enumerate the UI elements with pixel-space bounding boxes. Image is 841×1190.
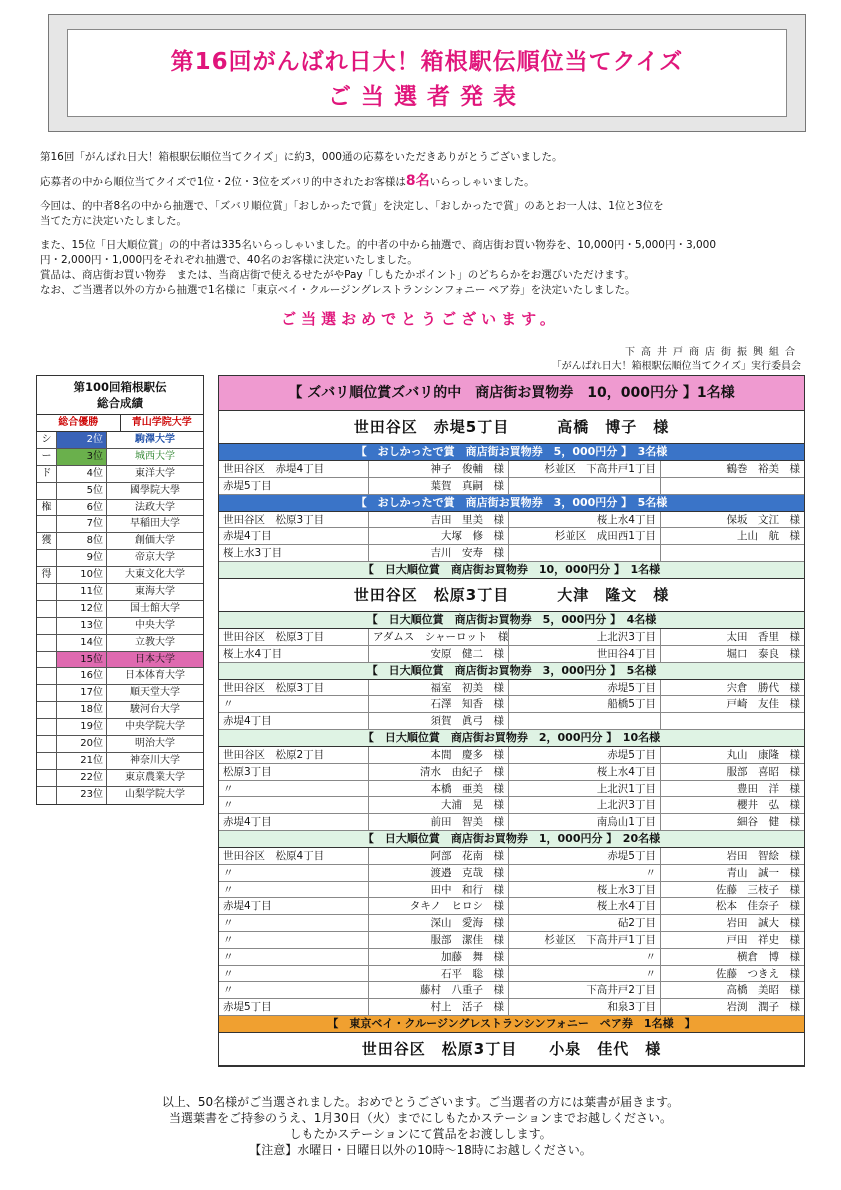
winner-address: 桜上水3丁目 — [219, 545, 369, 561]
prize-header: 【 日大順位賞 商店街お買物券 3，000円分 】 5名様 — [219, 663, 804, 680]
ranking-position: 2位 — [57, 432, 107, 448]
ranking-row — [37, 787, 203, 804]
ranking-university: 日本体育大学 — [125, 670, 185, 682]
winner-name: 安原 健二 様 — [369, 646, 509, 662]
ranking-row — [37, 466, 203, 483]
intro-p6: なお、ご当選者以外の方から抽選で1名様に「東京ベイ・クルージングレストランシンフォニー ペア券」を決定いたしました。 — [40, 284, 636, 296]
winner-row — [219, 797, 804, 814]
seed-marker — [37, 702, 57, 718]
seed-marker — [37, 685, 57, 701]
ranking-university: 東海大学 — [135, 586, 175, 598]
winner-address: 〃 — [219, 932, 369, 948]
intro-p2c: いらっしゃいました。 — [429, 176, 535, 188]
winner-row — [219, 999, 804, 1016]
ranking-row — [37, 770, 203, 787]
seed-marker — [37, 618, 57, 634]
winner-address: 世田谷4丁目 — [509, 646, 661, 662]
winner-address: 世田谷区 松原3丁目 — [219, 629, 369, 645]
ranking-champion-row — [37, 415, 203, 432]
intro-p1: 第16回「がんばれ日大！箱根駅伝順位当てクイズ」に約3，000通の応募をいただきありがとうございました。 — [40, 151, 563, 163]
ranking-university: 法政大学 — [135, 501, 175, 513]
winner-address — [509, 713, 661, 729]
footer-line2: 当選葉書をご持参のうえ、1月30日（火）までにしもたかステーションまでお越しください。 — [169, 1111, 672, 1125]
seed-marker — [37, 668, 57, 684]
footer-notice — [0, 1094, 841, 1158]
winner-address: 上北沢1丁目 — [509, 781, 661, 797]
prize-header: 【 日大順位賞 商店街お買物券 1，000円分 】 20名様 — [219, 831, 804, 848]
winner-name: 佐藤 つきえ 様 — [716, 967, 800, 980]
winner-address: 砧2丁目 — [509, 915, 661, 931]
winner-row — [219, 680, 804, 697]
ranking-row — [37, 567, 203, 584]
ranking-university: 大東文化大学 — [125, 569, 185, 581]
ranking-university: 駿河台大学 — [130, 704, 180, 716]
winner-address: 世田谷区 松原3丁目 — [219, 680, 369, 696]
ranking-position: 11位 — [57, 584, 107, 600]
ranking-row — [37, 516, 203, 533]
winner-address: 桜上水4丁目 — [509, 764, 661, 780]
ranking-university: 国士館大学 — [130, 602, 180, 614]
winner-address: 〃 — [219, 915, 369, 931]
winner-address: 〃 — [219, 882, 369, 898]
winner-name: 鶴巻 裕美 様 — [726, 463, 800, 475]
grand-winner: 世田谷区 赤堤5丁目 高橋 博子 様 — [219, 411, 804, 444]
winner-row — [219, 713, 804, 730]
seed-marker: 権 — [37, 500, 57, 516]
winner-row — [219, 949, 804, 966]
ranking-position: 18位 — [57, 702, 107, 718]
winner-row — [219, 781, 804, 798]
seed-marker: 獲 — [37, 533, 57, 549]
winner-row — [219, 865, 804, 882]
winner-address: 赤堤4丁目 — [219, 713, 369, 729]
winner-address: 赤堤5丁目 — [219, 478, 369, 494]
ranking-university: 帝京大学 — [135, 552, 175, 564]
winner-name: 藤村 八重子 様 — [369, 982, 509, 998]
ranking-university: 國學院大學 — [130, 484, 180, 496]
ranking-position: 23位 — [57, 787, 107, 804]
ranking-position: 6位 — [57, 500, 107, 516]
ranking-position: 9位 — [57, 550, 107, 566]
winner-row — [219, 528, 804, 545]
intro-p5: 賞品は、商店街お買い物券 または、当商店街で使えるせたがやPay「しもたかポイント」のどちらかをお選びいただけます。 — [40, 269, 635, 281]
winner-address: 〃 — [219, 797, 369, 813]
winner-name: 田中 和行 様 — [369, 882, 509, 898]
winner-row — [219, 478, 804, 495]
seed-marker: 得 — [37, 567, 57, 583]
ranking-university: 東京農業大学 — [125, 771, 185, 783]
ranking-row — [37, 719, 203, 736]
winner-name: 青山 誠一 様 — [726, 866, 800, 879]
ranking-row — [37, 702, 203, 719]
winner-name: アダムス シャーロット 様 — [369, 629, 509, 645]
winner-address: 〃 — [509, 949, 661, 965]
winner-address: 赤堤5丁目 — [509, 848, 661, 864]
organizer — [552, 346, 801, 374]
ranking-rows — [37, 432, 203, 804]
ranking-position: 10位 — [57, 567, 107, 583]
title-panel — [67, 29, 787, 117]
winner-address: 桜上水3丁目 — [509, 882, 661, 898]
seed-marker — [37, 652, 57, 668]
ranking-university: 駒澤大学 — [107, 432, 203, 448]
winner-name: 横倉 博 様 — [737, 950, 800, 963]
ranking-row — [37, 432, 203, 449]
winner-row — [219, 932, 804, 949]
winner-row — [219, 915, 804, 932]
winner-name: 岩渕 潤子 様 — [726, 1001, 800, 1014]
ranking-row — [37, 449, 203, 466]
winner-address: 杉並区 下高井戸1丁目 — [509, 461, 661, 477]
winner-name: 吉川 安寿 様 — [369, 545, 509, 561]
winner-name: 岩田 智絵 様 — [726, 849, 800, 862]
page-title: 第16回がんばれ日大！箱根駅伝順位当てクイズ — [170, 49, 684, 75]
winner-name: 阿部 花南 様 — [369, 848, 509, 864]
ranking-position: 5位 — [57, 483, 107, 499]
ranking-university: 中央大学 — [135, 619, 175, 631]
intro-p4b: 円・2,000円・1,000円をそれぞれ抽選で、40名のお客様に決定いたしました。 — [40, 254, 418, 266]
page-subtitle: ご当選者発表 — [328, 84, 526, 110]
ranking-university: 神奈川大学 — [130, 754, 180, 766]
winner-name: 太田 香里 様 — [726, 630, 800, 643]
winner-row — [219, 764, 804, 781]
winner-address: 〃 — [509, 865, 661, 881]
intro-p4: また、15位「日大順位賞」の的中者は335名いらっしゃいました。的中者の中から抽選で、商店街お買い物券を、10,000円・5,000円・3,000 — [40, 239, 717, 251]
winner-row — [219, 747, 804, 764]
winner-name: 服部 潔佳 様 — [369, 932, 509, 948]
intro-text — [40, 150, 810, 298]
ranking-university: 明治大学 — [135, 738, 175, 750]
winner-name: 戸崎 友佳 様 — [726, 698, 800, 711]
ranking-position: 19位 — [57, 719, 107, 735]
seed-marker — [37, 719, 57, 735]
winner-name: 戸田 祥史 様 — [726, 933, 800, 946]
prize-header: 【 ズバリ順位賞ズバリ的中 商店街お買物券 10，000円分 】1名様 — [219, 376, 804, 411]
winner-row — [219, 848, 804, 865]
winner-name: 深山 愛海 様 — [369, 915, 509, 931]
seed-marker — [37, 516, 57, 532]
winner-row — [219, 696, 804, 713]
ranking-position: 22位 — [57, 770, 107, 786]
organizer-committee: 「がんばれ日大！箱根駅伝順位当てクイズ」実行委員会 — [551, 361, 801, 372]
winner-count: 8名 — [405, 173, 430, 189]
winner-name: 本橋 亜美 様 — [369, 781, 509, 797]
prize-header: 【 日大順位賞 商店街お買物券 10，000円分 】 1名様 — [219, 562, 804, 579]
seed-marker — [37, 787, 57, 804]
champion-university: 青山学院大学 — [131, 417, 192, 428]
winner-name: 前田 智美 様 — [369, 814, 509, 830]
winner-row — [219, 461, 804, 478]
ranking-university: 中央学院大学 — [125, 721, 185, 733]
winner-address: 〃 — [219, 696, 369, 712]
winner-name: 大浦 晃 様 — [369, 797, 509, 813]
ranking-subtitle: 総合成績 — [97, 396, 143, 410]
winner-name: 高橋 美昭 様 — [726, 984, 800, 997]
seed-marker — [37, 736, 57, 752]
ranking-university: 立教大学 — [135, 636, 175, 648]
ranking-position: 3位 — [57, 449, 107, 465]
winner-name — [661, 545, 804, 561]
seed-marker: ド — [37, 466, 57, 482]
seed-marker: ー — [37, 449, 57, 465]
ranking-position: 13位 — [57, 618, 107, 634]
winner-address: 船橋5丁目 — [509, 696, 661, 712]
ranking-position: 7位 — [57, 516, 107, 532]
footer-line4: 【注意】水曜日・日曜日以外の10時～18時にお越しください。 — [249, 1143, 592, 1157]
ranking-university: 創価大学 — [135, 535, 175, 547]
ranking-row — [37, 533, 203, 550]
winner-row — [219, 898, 804, 915]
intro-p2 — [40, 174, 810, 190]
winner-name: 村上 活子 様 — [369, 999, 509, 1015]
winner-name: 須賀 眞弓 様 — [369, 713, 509, 729]
grand-winner: 世田谷区 松原3丁目 大津 隆文 様 — [219, 579, 804, 612]
winner-row — [219, 882, 804, 899]
winner-address: 杉並区 成田西1丁目 — [509, 528, 661, 544]
winner-address: 〃 — [509, 966, 661, 982]
ranking-row — [37, 635, 203, 652]
winner-address: 世田谷区 赤堤4丁目 — [219, 461, 369, 477]
winner-address: 下高井戸2丁目 — [509, 982, 661, 998]
ranking-row — [37, 584, 203, 601]
winner-name: 大塚 修 様 — [369, 528, 509, 544]
winner-row — [219, 982, 804, 999]
seed-marker — [37, 584, 57, 600]
winner-address: 上北沢3丁目 — [509, 797, 661, 813]
organizer-name: 下高井戸商店街振興組合 — [625, 347, 801, 358]
winner-row — [219, 545, 804, 562]
winner-name: 保坂 文江 様 — [726, 513, 800, 526]
winner-name: 吉田 里美 様 — [369, 512, 509, 528]
ranking-header — [37, 376, 203, 415]
winner-address: 赤堤4丁目 — [219, 528, 369, 544]
ranking-position: 17位 — [57, 685, 107, 701]
seed-marker — [37, 753, 57, 769]
winner-name: 丸山 康隆 様 — [726, 748, 800, 761]
winner-address: 〃 — [219, 966, 369, 982]
ranking-row — [37, 753, 203, 770]
winner-name: 上山 航 様 — [737, 530, 800, 543]
ranking-university: 城西大学 — [107, 449, 203, 465]
winner-address: 桜上水4丁目 — [219, 646, 369, 662]
winner-name: 本間 慶多 様 — [369, 747, 509, 763]
ranking-table — [36, 375, 204, 805]
ranking-university: 山梨学院大学 — [125, 788, 185, 800]
prize-header: 【 日大順位賞 商店街お買物券 5，000円分 】 4名様 — [219, 612, 804, 629]
title-frame — [48, 14, 806, 132]
ranking-position: 12位 — [57, 601, 107, 617]
ranking-position: 4位 — [57, 466, 107, 482]
winner-address: 南烏山1丁目 — [509, 814, 661, 830]
ranking-row — [37, 550, 203, 567]
seed-marker: シ — [37, 432, 57, 448]
ranking-row — [37, 685, 203, 702]
winner-address: 赤堤4丁目 — [219, 898, 369, 914]
winner-name: 石澤 知香 様 — [369, 696, 509, 712]
winner-address: 赤堤5丁目 — [219, 999, 369, 1015]
winner-name: 宍倉 勝代 様 — [726, 681, 800, 694]
winner-address: 〃 — [219, 781, 369, 797]
winner-name: タキノ ヒロシ 様 — [369, 898, 509, 914]
winner-name — [661, 713, 804, 729]
ranking-university: 順天堂大学 — [130, 687, 180, 699]
ranking-row — [37, 500, 203, 517]
winner-address: 桜上水4丁目 — [509, 898, 661, 914]
ranking-row — [37, 652, 203, 669]
prize-header: 【 東京ベイ・クルージングレストランシンフォニー ペア券 1名様 】 — [219, 1016, 804, 1033]
ranking-position: 20位 — [57, 736, 107, 752]
winner-name: 福室 初美 様 — [369, 680, 509, 696]
ranking-position: 21位 — [57, 753, 107, 769]
winner-name: 石平 聡 様 — [369, 966, 509, 982]
ranking-title: 第100回箱根駅伝 — [73, 380, 167, 394]
winner-name: 服部 喜昭 様 — [726, 765, 800, 778]
winner-address: 〃 — [219, 949, 369, 965]
winner-address: 赤堤5丁目 — [509, 747, 661, 763]
winner-address: 世田谷区 松原3丁目 — [219, 512, 369, 528]
ranking-row — [37, 601, 203, 618]
ranking-position: 16位 — [57, 668, 107, 684]
winner-name: 渡邉 克哉 様 — [369, 865, 509, 881]
winner-address: 上北沢3丁目 — [509, 629, 661, 645]
ranking-position: 14位 — [57, 635, 107, 651]
intro-p3b: 当てた方に決定いたしました。 — [40, 215, 187, 227]
winner-name — [661, 478, 804, 494]
seed-marker — [37, 601, 57, 617]
winner-row — [219, 629, 804, 646]
winner-address: 桜上水4丁目 — [509, 512, 661, 528]
winner-address: 世田谷区 松原2丁目 — [219, 747, 369, 763]
ranking-row — [37, 618, 203, 635]
results-table — [218, 375, 805, 1067]
prize-header: 【 おしかったで賞 商店街お買物券 5，000円分 】 3名様 — [219, 444, 804, 461]
winner-name: 佐藤 三枝子 様 — [716, 883, 800, 896]
winner-name: 岩田 誠大 様 — [726, 917, 800, 930]
winner-name: 加藤 舞 様 — [369, 949, 509, 965]
winner-name: 神子 俊輔 様 — [369, 461, 509, 477]
ranking-university: 早稲田大学 — [130, 518, 180, 530]
seed-marker — [37, 550, 57, 566]
seed-marker — [37, 635, 57, 651]
winner-address — [509, 478, 661, 494]
winner-row — [219, 966, 804, 983]
ranking-row — [37, 736, 203, 753]
winner-address: 赤堤4丁目 — [219, 814, 369, 830]
winner-name: 櫻井 弘 様 — [737, 799, 800, 812]
winner-address: 〃 — [219, 982, 369, 998]
ranking-university: 東洋大学 — [135, 467, 175, 479]
grand-winner: 世田谷区 松原3丁目 小泉 佳代 様 — [219, 1033, 804, 1066]
ranking-position: 15位 — [57, 652, 107, 668]
winner-address: 赤堤5丁目 — [509, 680, 661, 696]
winner-name: 松本 佳奈子 様 — [716, 900, 800, 913]
winner-address — [509, 545, 661, 561]
seed-marker — [37, 483, 57, 499]
winner-address: 杉並区 下高井戸1丁目 — [509, 932, 661, 948]
ranking-university: 日本大学 — [107, 652, 203, 668]
footer-line1: 以上、50名様がご当選されました。おめでとうございます。ご当選者の方には葉書が届きます。 — [161, 1095, 680, 1109]
prize-header: 【 日大順位賞 商店街お買物券 2，000円分 】 10名様 — [219, 730, 804, 747]
ranking-position: 8位 — [57, 533, 107, 549]
prize-header: 【 おしかったで賞 商店街お買物券 3，000円分 】 5名様 — [219, 495, 804, 512]
winner-row — [219, 512, 804, 529]
winner-name: 清水 由紀子 様 — [369, 764, 509, 780]
winner-row — [219, 814, 804, 831]
winner-address: 世田谷区 松原4丁目 — [219, 848, 369, 864]
winner-name: 豊田 洋 様 — [737, 782, 800, 795]
ranking-row — [37, 668, 203, 685]
winner-name: 葉賀 真嗣 様 — [369, 478, 509, 494]
winner-name: 堀口 泰良 様 — [726, 647, 800, 660]
footer-line3: しもたかステーションにて賞品をお渡しします。 — [289, 1127, 552, 1141]
champion-label: 総合優勝 — [37, 415, 121, 431]
seed-marker — [37, 770, 57, 786]
ranking-row — [37, 483, 203, 500]
congratulations-heading: ご当選おめでとうございます。 — [281, 310, 560, 328]
winner-address: 〃 — [219, 865, 369, 881]
winner-name: 細谷 健 様 — [737, 816, 800, 829]
winner-address: 松原3丁目 — [219, 764, 369, 780]
intro-p3: 今回は、的中者8名の中から抽選で、「ズバリ順位賞」「おしかったで賞」を決定し、「おしかったで賞」のあとお一人は、1位と3位を — [40, 200, 664, 212]
winner-row — [219, 646, 804, 663]
winner-address: 和泉3丁目 — [509, 999, 661, 1015]
intro-p2a: 応募者の中から順位当てクイズで1位・2位・3位をズバリ的中されたお客様は — [40, 176, 406, 188]
